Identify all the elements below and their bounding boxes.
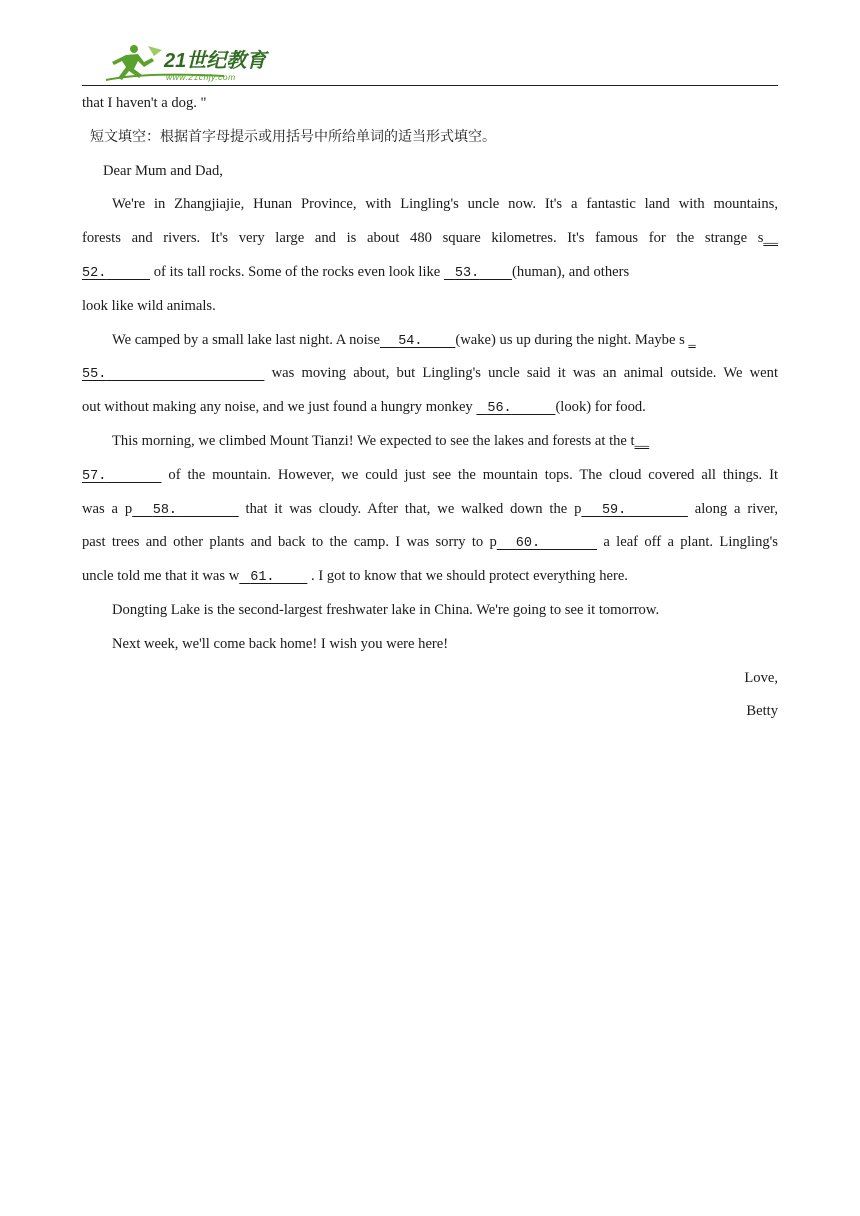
paragraph-line bbox=[82, 594, 778, 628]
text-segment: a leaf off a plant. Lingling's bbox=[597, 534, 778, 551]
paragraph-line bbox=[82, 560, 778, 594]
text-segment: Dongting Lake is the second-largest freshwater lake in China. We're going to see it tomorrow. bbox=[112, 601, 660, 618]
logo-text: 21世纪教育 bbox=[164, 50, 267, 72]
blank-58[interactable]: 58. bbox=[152, 502, 178, 518]
text-segment: We're in Zhangjiajie, Hunan Province, with Lingling's uncle now. It's a fantastic land with mountains, bbox=[112, 196, 778, 213]
paragraph-line bbox=[82, 357, 778, 391]
blank-56[interactable]: 56. bbox=[487, 401, 512, 417]
logo bbox=[104, 42, 274, 84]
paragraph-line bbox=[82, 290, 778, 324]
blank-54[interactable]: 54. bbox=[398, 333, 423, 349]
previous-text: that I haven't a dog. " bbox=[82, 95, 207, 111]
blank-57[interactable]: 57. bbox=[82, 468, 107, 484]
text-segment: look like wild animals. bbox=[82, 297, 216, 314]
text-segment: (human), and others bbox=[512, 263, 630, 280]
text-segment: was a p bbox=[82, 500, 133, 517]
paragraph-line bbox=[82, 493, 778, 527]
text-segment: that it was cloudy. After that, we walked down the p bbox=[238, 500, 582, 517]
page-header bbox=[82, 40, 778, 86]
header-divider bbox=[82, 85, 778, 86]
paragraph-line bbox=[82, 425, 778, 459]
instruction bbox=[82, 121, 778, 155]
paragraph-line: We camped by a small lake last night. A noise 54. (wake) us up during the night. Maybe s _ bbox=[112, 331, 696, 349]
instruction-text: 短文填空：根据首字母提示或用括号中所给单词的适当形式填空。 bbox=[90, 128, 496, 145]
text-segment: (wake) us up during the night. Maybe s bbox=[455, 331, 689, 348]
blank-61[interactable]: 61. bbox=[250, 570, 275, 586]
closing bbox=[82, 662, 778, 696]
blank-60[interactable]: 60. bbox=[515, 536, 541, 552]
paragraph-line bbox=[82, 526, 778, 560]
text-segment: uncle told me that it was w bbox=[82, 568, 240, 585]
text-segment: . I got to know that we should protect everything here. bbox=[307, 568, 628, 585]
running-person-logo-icon bbox=[104, 42, 274, 84]
document-body bbox=[82, 87, 778, 729]
text-line bbox=[82, 87, 778, 121]
blank-52[interactable]: 52. bbox=[82, 265, 107, 281]
text-segment: past trees and other plants and back to the camp. I was sorry to p bbox=[82, 534, 497, 551]
text-segment: (look) for food. bbox=[555, 399, 646, 416]
text-segment: This morning, we climbed Mount Tianzi! We expected to see the lakes and forests at the t__ bbox=[112, 432, 650, 449]
paragraph-line bbox=[82, 256, 778, 290]
blank-59[interactable]: 59. bbox=[601, 502, 627, 518]
text-segment: out without making any noise, and we just found a hungry monkey bbox=[82, 399, 477, 416]
paragraph-line bbox=[82, 459, 778, 493]
text-segment: of the mountain. However, we could just see the mountain tops. The cloud covered all things. It bbox=[161, 466, 778, 483]
text-segment: along a river, bbox=[687, 500, 778, 517]
paragraph-line bbox=[82, 628, 778, 662]
signature bbox=[82, 695, 778, 729]
paragraph-line bbox=[82, 188, 778, 222]
paragraph-line bbox=[82, 222, 778, 256]
text-segment: forests and rivers. It's very large and is about 480 square kilometres. It's famous for the strange s__ bbox=[82, 230, 778, 247]
salutation-text: Dear Mum and Dad, bbox=[103, 162, 223, 179]
text-segment: We camped by a small lake last night. A noise bbox=[112, 331, 380, 348]
closing-text: Love, bbox=[744, 669, 778, 686]
signature-text: Betty bbox=[746, 703, 778, 720]
logo-url-text: www.21cnjy.com bbox=[166, 72, 236, 82]
paragraph-line bbox=[82, 391, 778, 425]
salutation bbox=[82, 155, 778, 189]
blank-53[interactable]: 53. bbox=[454, 265, 480, 281]
text-segment: Next week, we'll come back home! I wish you were here! bbox=[112, 635, 449, 652]
text-segment: of its tall rocks. Some of the rocks even look like bbox=[150, 263, 444, 280]
text-segment: was moving about, but Lingling's uncle said it was an animal outside. We went bbox=[264, 365, 779, 382]
blank-55[interactable]: 55. bbox=[82, 367, 107, 383]
